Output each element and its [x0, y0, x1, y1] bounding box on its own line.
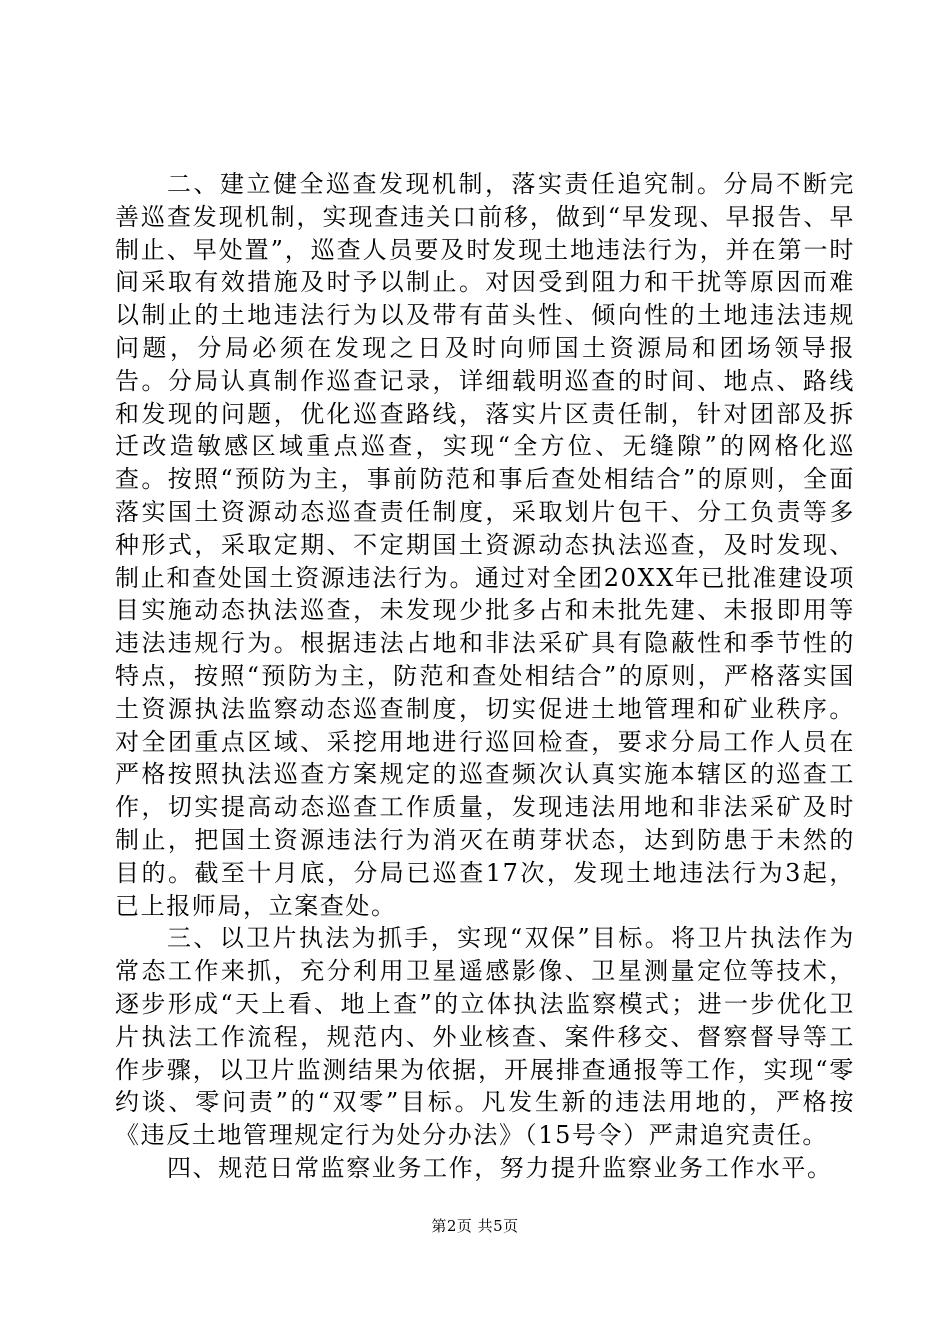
paragraph-daily-supervision: 四、规范日常监察业务工作，努力提升监察业务工作水平。	[167, 1153, 833, 1182]
paragraph-satellite-enforcement: 三、以卫片执法为抓手，实现“双保”目标。将卫片执法作为常态工作来抓，充分利用卫星遥感影像、卫星测量定位等技术，逐步形成“天上看、地上查”的立体执法监察模式；进一步优化卫片执法工作流程，规范内、外业核查、案件移交、督察督导等工作步骤，以卫片监测结果为依据，开展排查通报等工作，实现“零约谈、零问责”的“双零”目标。凡发生新的违法用地的，严格按《违反土地管理规定行为处分办法》（15号令）严肃追究责任。	[115, 924, 855, 1150]
paragraph-inspection-mechanism: 二、建立健全巡查发现机制，落实责任追究制。分局不断完善巡查发现机制，实现查违关口前移，做到“早发现、早报告、早制止、早处置”，巡查人员要及时发现土地违法行为，并在第一时间采取有效措施及时予以制止。对因受到阻力和干扰等原因而难以制止的土地违法行为以及带有苗头性、倾向性的土地违法违规问题，分局必须在发现之日及时向师国土资源局和团场领导报告。分局认真制作巡查记录，详细载明巡查的时间、地点、路线和发现的问题，优化巡查路线，落实片区责任制，针对团部及拆迁改造敏感区域重点巡查，实现“全方位、无缝隙”的网格化巡查。按照“预防为主，事前防范和事后查处相结合”的原则，全面落实国土资源动态巡查责任制度，采取划片包干、分工负责等多种形式，采取定期、不定期国土资源动态执法巡查，及时发现、制止和查处国土资源违法行为。通过对全团20XX年已批准建设项目实施动态执法巡查，未发现少批多占和未批先建、未报即用等违法违规行为。根据违法占地和非法采矿具有隐蔽性和季节性的特点，按照“预防为主，防范和查处相结合”的原则，严格落实国土资源执法监察动态巡查制度，切实促进土地管理和矿业秩序。对全团重点区域、采挖用地进行巡回检查，要求分局工作人员在严格按照执法巡查方案规定的巡查频次认真实施本辖区的巡查工作，切实提高动态巡查工作质量，发现违法用地和非法采矿及时制止，把国土资源违法行为消灭在萌芽状态，达到防患于未然的目的。截至十月底，分局已巡查17次，发现土地违法行为3起，已上报师局，立案查处。	[115, 170, 855, 920]
document-body	[115, 168, 855, 1185]
page-number-footer: 第2页 共5页	[431, 1217, 519, 1235]
